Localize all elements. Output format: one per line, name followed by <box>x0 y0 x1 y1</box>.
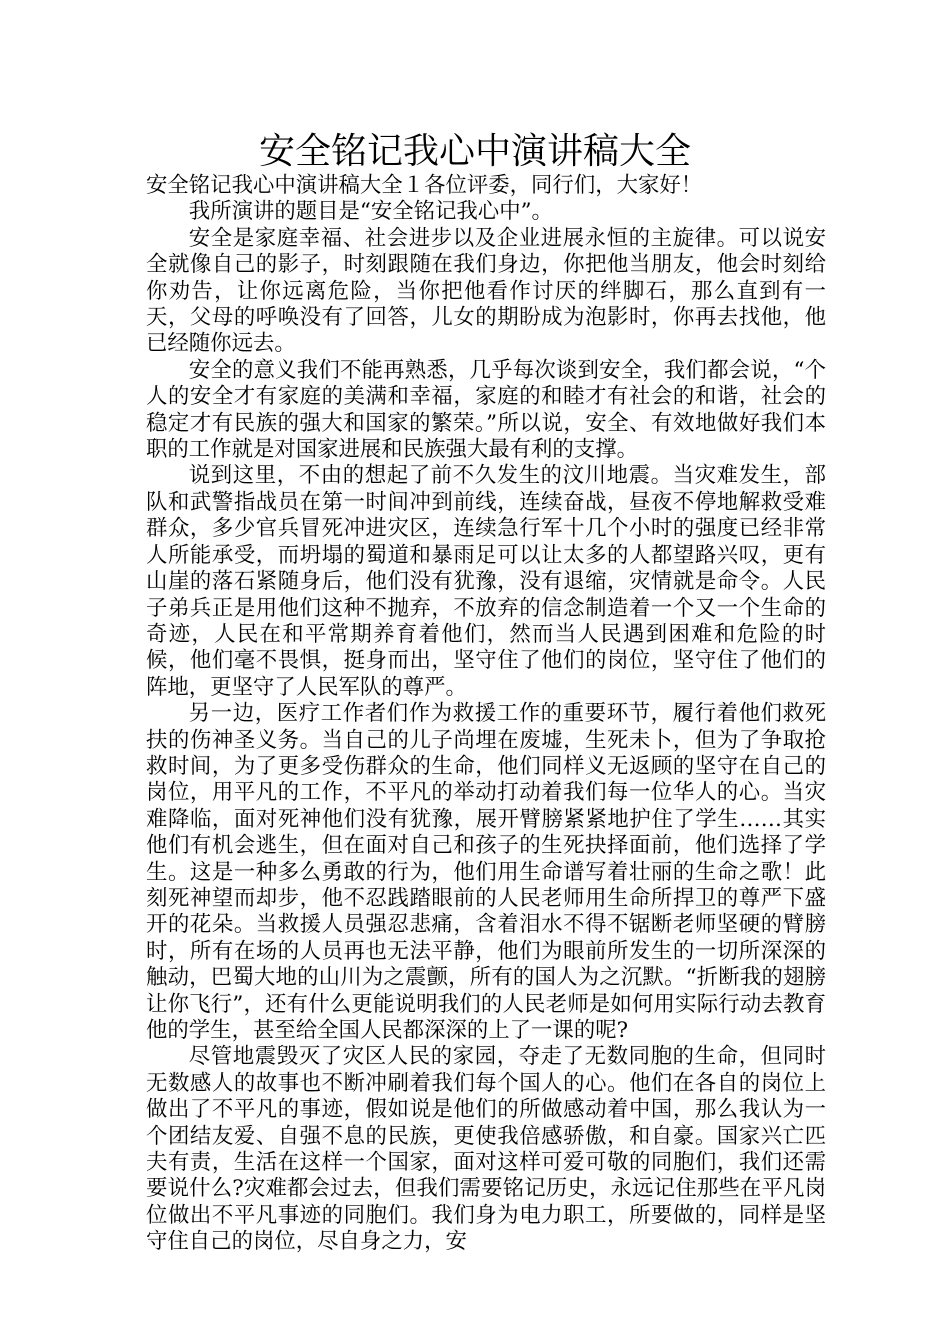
paragraph-topic: 我所演讲的题目是“安全铭记我心中”。 <box>188 199 553 225</box>
paragraph-medical-teachers: 另一边，医疗工作者们作为救援工作的重要环节，履行着他们救死扶的伤神圣义务。当自己的儿子尚埋在废墟，生死未卜，但为了争取抢救时间，为了更多受伤群众的生命，他们同样义无返顾的坚守在自己的岗位，用平凡的工作，不平凡的举动打动着我们每一位华人的心。当灾难降临，面对死神他们没有犹豫，展开臂膀紧紧地护住了学生……其实他们有机会逃生，但在面对自己和孩子的生死抉择面前，他们选择了学生。这是一种多么勇敢的行为，他们用生命谱写着壮丽的生命之歌！此刻死神望而却步，他不忍践踏眼前的人民老师用生命所捍卫的尊严下盛开的花朵。当救援人员强忍悲痛，含着泪水不得不锯断老师坚硬的臂膀时，所有在场的人员再也无法平静，他们为眼前所发生的一切所深深的触动，巴蜀大地的山川为之震颤，所有的国人为之沉默。“折断我的翅膀让你飞行”，还有什么更能说明我们的人民老师是如何用实际行动去教育他的学生，甚至给全国人民都深深的上了一课的呢? <box>146 701 826 1043</box>
document-title: 安全铭记我心中演讲稿大全 <box>258 131 691 172</box>
document-body <box>146 173 826 1256</box>
paragraph-safety-theme: 安全是家庭幸福、社会进步以及企业进展永恒的主旋律。可以说安全就像自己的影子，时刻跟随在我们身边，你把他当朋友，他会时刻给你劝告，让你远离危险，当你把他看作讨厌的绊脚石，那么直到有一天，父母的呼唤没有了回答，儿女的期盼成为泡影时，你再去找他，他已经随你远去。 <box>146 225 826 357</box>
paragraph-conclusion: 尽管地震毁灭了灾区人民的家园，夺走了无数同胞的生命，但同时无数感人的故事也不断冲刷着我们每个国人的心。他们在各自的岗位上做出了不平凡的事迹，假如说是他们的所做感动着中国，那么我认为一个团结友爱、自强不息的民族，更使我倍感骄傲，和自豪。国家兴亡匹夫有责，生活在这样一个国家，面对这样可爱可敬的同胞们，我们还需要说什么?灾难都会过去，但我们需要铭记历史，永远记住那些在平凡岗位做出不平凡事迹的同胞们。我们身为电力职工，所要做的，同样是坚守住自己的岗位，尽自身之力，安 <box>146 1044 826 1255</box>
paragraph-intro: 安全铭记我心中演讲稿大全１各位评委，同行们，大家好！ <box>146 173 703 198</box>
paragraph-safety-meaning: 安全的意义我们不能再熟悉，几乎每次谈到安全，我们都会说，“个人的安全才有家庭的美满和幸福，家庭的和睦才有社会的和谐，社会的稳定才有民族的强大和国家的繁荣。”所以说，安全、有效地做好我们本职的工作就是对国家进展和民族强大最有利的支撑。 <box>146 357 826 463</box>
paragraph-earthquake-army: 说到这里，不由的想起了前不久发生的汶川地震。当灾难发生，部队和武警指战员在第一时间冲到前线，连续奋战，昼夜不停地解救受难群众，多少官兵冒死冲进灾区，连续急行军十几个小时的强度已经非常人所能承受，而坍塌的蜀道和暴雨足可以让太多的人都望路兴叹，更有山崖的落石紧随身后，他们没有犹豫，没有退缩，灾情就是命令。人民子弟兵正是用他们这种不抛弃，不放弃的信念制造着一个又一个生命的奇迹，人民在和平常期养育着他们，然而当人民遇到困难和危险的时候，他们毫不畏惧，挺身而出，坚守住了他们的岗位，坚守住了他们的阵地，更坚守了人民军队的尊严。 <box>146 463 826 700</box>
